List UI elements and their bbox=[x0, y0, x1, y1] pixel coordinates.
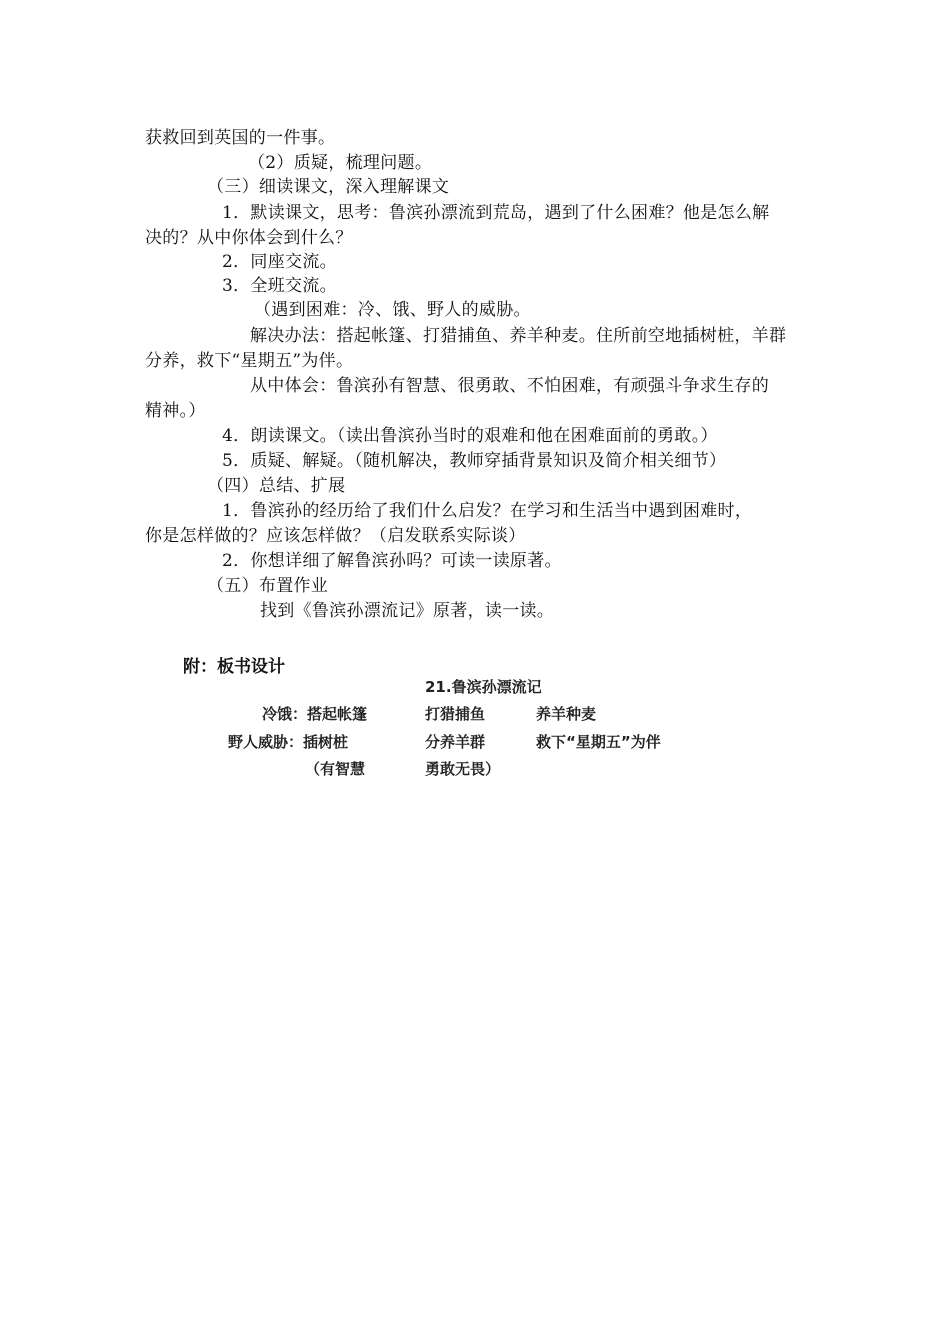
text-line: 1．鲁滨孙的经历给了我们什么启发？在学习和生活当中遇到困难时， bbox=[222, 501, 753, 521]
section-heading: （三）细读课文，深入理解课文 bbox=[207, 177, 450, 197]
board-cell: 打猎捕鱼 bbox=[425, 705, 486, 723]
text-line: 5．质疑、解疑。（随机解决，教师穿插背景知识及简介相关细节） bbox=[222, 451, 727, 471]
board-cell: 勇敢无畏） bbox=[425, 760, 501, 778]
text-line: 获救回到英国的一件事。 bbox=[145, 128, 336, 148]
text-line: 你是怎样做的？应该怎样做？（启发联系实际谈） bbox=[145, 526, 526, 546]
section-heading: （四）总结、扩展 bbox=[207, 476, 346, 496]
board-cell: 养羊种麦 bbox=[536, 705, 597, 723]
text-line: 4．朗读课文。（读出鲁滨孙当时的艰难和他在困难面前的勇敢。） bbox=[222, 426, 718, 446]
section-heading: （五）布置作业 bbox=[207, 576, 329, 596]
text-line: 3．全班交流。 bbox=[222, 276, 337, 296]
text-line: 1．默读课文，思考：鲁滨孙漂流到荒岛，遇到了什么困难？他是怎么解 bbox=[222, 203, 770, 223]
text-line: 决的？从中你体会到什么？ bbox=[145, 228, 353, 248]
board-cell: 野人威胁：插树桩 bbox=[228, 733, 349, 751]
text-line: （2）质疑，梳理问题。 bbox=[248, 153, 433, 173]
text-line: 2．你想详细了解鲁滨孙吗？可读一读原著。 bbox=[222, 551, 562, 571]
text-line: 分养，救下“星期五”为伴。 bbox=[145, 351, 354, 371]
appendix-heading: 附：板书设计 bbox=[183, 657, 285, 677]
text-line: 找到《鲁滨孙漂流记》原著，读一读。 bbox=[260, 601, 555, 621]
text-line: 2．同座交流。 bbox=[222, 252, 337, 272]
board-cell: 冷饿：搭起帐篷 bbox=[262, 705, 368, 723]
text-line: 精神。） bbox=[145, 401, 206, 421]
text-line: 从中体会：鲁滨孙有智慧、很勇敢、不怕困难，有顽强斗争求生存的 bbox=[250, 376, 769, 396]
text-line: 解决办法：搭起帐篷、打猎捕鱼、养羊种麦。住所前空地插树桩，羊群 bbox=[250, 326, 787, 346]
board-cell: 分养羊群 bbox=[425, 733, 486, 751]
board-title: 21.鲁滨孙漂流记 bbox=[425, 678, 542, 696]
text-line: （遇到困难：冷、饿、野人的威胁。 bbox=[254, 300, 531, 320]
board-cell: （有智慧 bbox=[305, 760, 366, 778]
board-cell: 救下“星期五”为伴 bbox=[536, 733, 661, 751]
